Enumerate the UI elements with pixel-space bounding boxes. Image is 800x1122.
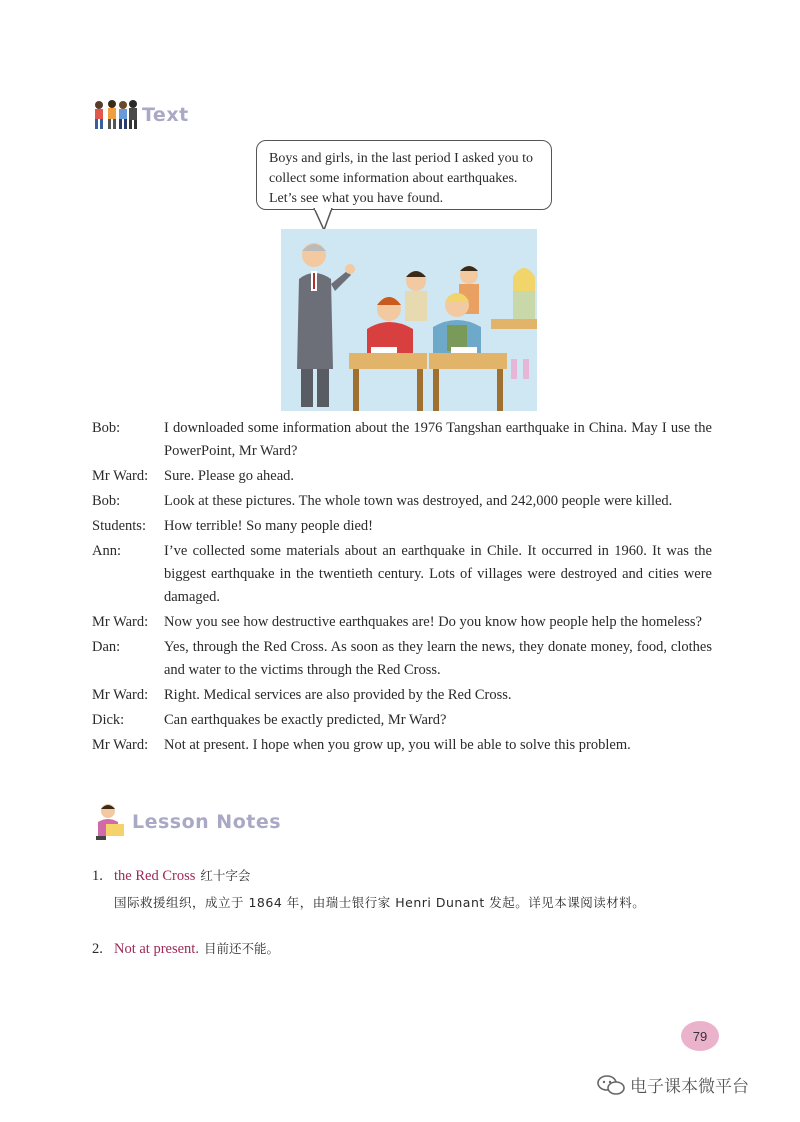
note-item xyxy=(92,939,732,958)
wechat-icon xyxy=(596,1074,626,1096)
dialogue-line xyxy=(92,638,712,682)
bubble-line: Let’s see what you have found. xyxy=(269,191,444,206)
speaker: Students: xyxy=(92,518,146,534)
line-text: Right. Medical services are also provided by the Red Cross. xyxy=(164,687,512,703)
dialogue-line xyxy=(92,542,712,609)
note-item xyxy=(92,866,732,911)
line-text: How terrible! So many people died! xyxy=(164,518,373,534)
students-icon xyxy=(92,100,138,130)
dialogue-line xyxy=(92,736,712,757)
lesson-notes xyxy=(92,866,732,986)
line-text: Sure. Please go ahead. xyxy=(164,468,295,484)
speaker: Dick: xyxy=(92,712,125,728)
bubble-line: collect some information about earthquakes. xyxy=(269,171,518,186)
note-translation: 红十字会 xyxy=(200,868,251,883)
dialogue-line xyxy=(92,492,712,513)
text-heading: Text xyxy=(142,104,189,126)
dialogue xyxy=(92,419,712,761)
watermark xyxy=(596,1072,749,1097)
lesson-notes-title: Lesson Notes xyxy=(132,811,282,833)
watermark-text: 电子课本微平台 xyxy=(630,1077,749,1097)
speaker: Mr Ward: xyxy=(92,614,149,630)
speaker: Mr Ward: xyxy=(92,737,149,753)
line-text: I’ve collected some materials about an earthquake in Chile. It occurred in 1960. It was the biggest earthquake in the twentieth century. Lots of villages were destroyed and cities were damaged. xyxy=(164,543,712,605)
dialogue-line xyxy=(92,613,712,634)
note-phrase: Not at present. xyxy=(114,941,199,957)
bubble-line: Boys and girls, in the last period I asked you to xyxy=(269,151,534,166)
dialogue-line xyxy=(92,517,712,538)
line-text: Not at present. I hope when you grow up, you will be able to solve this problem. xyxy=(164,737,631,753)
page-number: 79 xyxy=(681,1021,719,1051)
speaker: Bob: xyxy=(92,493,121,509)
dialogue-line xyxy=(92,711,712,732)
speaker: Mr Ward: xyxy=(92,687,149,703)
speaker: Dan: xyxy=(92,639,121,655)
dialogue-line xyxy=(92,419,712,463)
speaker: Mr Ward: xyxy=(92,468,149,484)
speech-bubble xyxy=(256,140,552,210)
line-text: Now you see how destructive earthquakes are! Do you know how people help the homeless? xyxy=(164,614,702,630)
line-text: Yes, through the Red Cross. As soon as they learn the news, they donate money, food, clothes and water to the victims through the Red Cross. xyxy=(164,639,712,678)
line-text: I downloaded some information about the 1976 Tangshan earthquake in China. May I use the PowerPoint, Mr Ward? xyxy=(164,420,712,459)
note-detail: 国际救援组织，成立于 1864 年，由瑞士银行家 Henri Dunant 发起。详见本课阅读材料。 xyxy=(114,895,646,910)
note-number: 1. xyxy=(92,868,103,884)
reading-boy-icon xyxy=(92,802,128,842)
speaker: Bob: xyxy=(92,420,121,436)
lesson-notes-heading xyxy=(92,802,281,842)
note-translation: 目前还不能。 xyxy=(203,941,279,956)
dialogue-line xyxy=(92,686,712,707)
note-number: 2. xyxy=(92,941,103,957)
line-text: Look at these pictures. The whole town was destroyed, and 242,000 people were killed. xyxy=(164,493,673,509)
line-text: Can earthquakes be exactly predicted, Mr Ward? xyxy=(164,712,447,728)
classroom-illustration xyxy=(281,229,537,411)
dialogue-line xyxy=(92,467,712,488)
speaker: Ann: xyxy=(92,543,121,559)
text-section-heading xyxy=(92,100,189,130)
note-phrase: the Red Cross xyxy=(114,868,196,884)
